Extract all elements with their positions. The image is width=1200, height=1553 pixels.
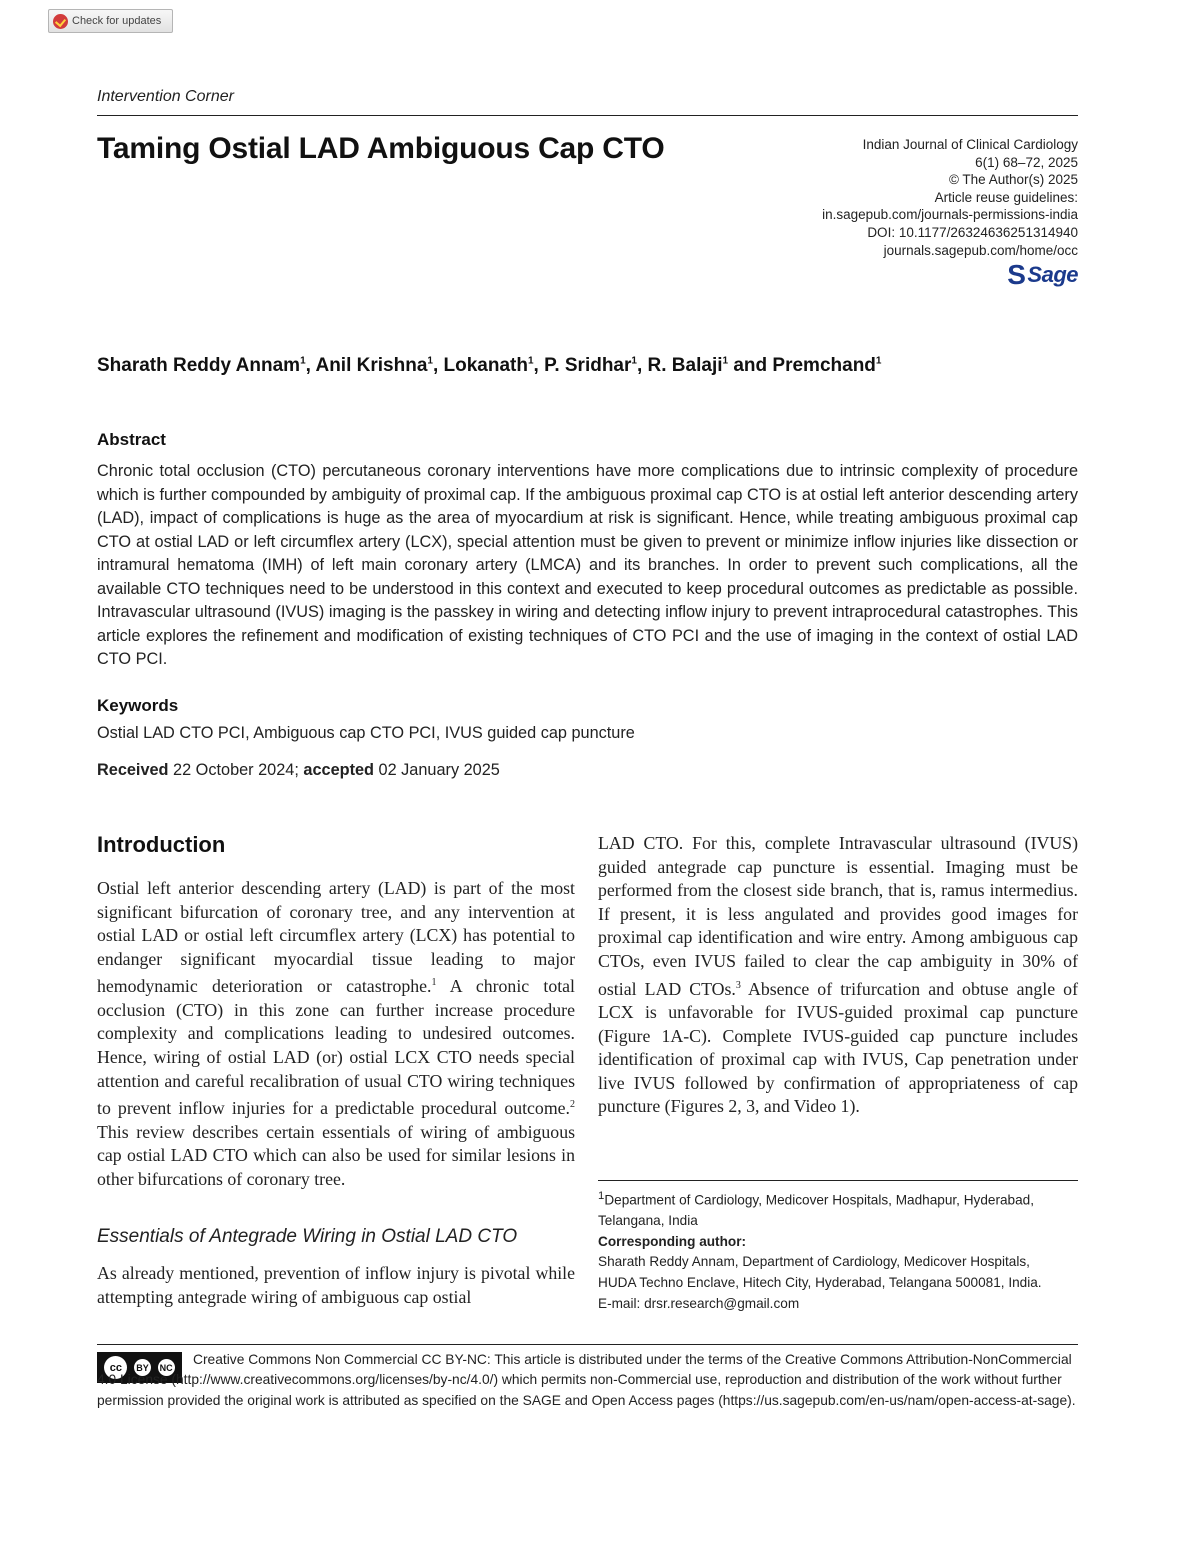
journal-home-link[interactable]: journals.sagepub.com/home/occ [883,242,1078,258]
author-separator: , [305,355,316,376]
continued-paragraph [598,832,1078,1119]
noncommercial-icon: NC [158,1359,175,1376]
paragraph-text: Ostial left anterior descending artery (LAD) is part of the most significant bifurcation of coronary tree, and any intervention at ostial LAD or ostial left circumflex artery (LCX) has potential to endanger significant myocardial tissue leading to major hemodynamic deterioration or catastrophe. [97,878,575,997]
author-name: Lokanath [443,355,528,376]
license-text: Creative Commons Non Commercial CC BY-NC: This article is distributed under the terms of the Creative Commons Attribution-NonCommercial 4.0 License (http://www.creativecommons.org/licenses/by-nc/4.0/) which permits non-Commercial use, reproduction and distribution of the work without further permission provided the original work is attributed as specified on the SAGE and Open Access pages (https://us.sagepub.com/en-us/nam/open-access-at-sage). [97,1352,1076,1408]
affiliation-mark: 1 [722,355,729,367]
attribution-icon: BY [134,1359,151,1376]
wiring-paragraph: As already mentioned, prevention of inflow injury is pivotal while attempting antegrade wiring of ambiguous cap ostial [97,1263,575,1307]
crossmark-icon [53,14,68,29]
accepted-label: accepted [303,761,374,779]
sage-s-icon: S [1007,259,1026,290]
affiliation-mark: 1 [527,355,534,367]
paragraph-text: LAD CTO. For this, complete Intravascular ultrasound (IVUS) guided antegrade cap puncture is essential. Imaging must be performed from the closest side branch, that is, ramus intermedius. If present, it is less angulated and provides good images for proximal cap identification and wire entry. Among ambiguous cap CTOs, even IVUS failed to clear the cap ambiguity in 30% of ostial LAD CTOs. [598,833,1078,999]
citation-ref[interactable]: 3 [735,979,741,991]
author-name: Sharath Reddy Annam [97,355,301,376]
received-label: Received [97,761,169,779]
check-for-updates-label: Check for updates [72,15,162,27]
copyright: © The Author(s) 2025 [948,172,1078,188]
license-divider [97,1344,1078,1345]
affiliation-mark: 1 [300,355,306,367]
corresponding-line: HUDA Techno Enclave, Hitech City, Hyderabad, Telangana 500081, India. [598,1274,1042,1290]
journal-metadata [822,136,1078,259]
author-name: R. Balaji [647,355,723,376]
author-name: Anil Krishna [315,355,428,376]
corresponding-line: Sharath Reddy Annam, Department of Cardiology, Medicover Hospitals, [598,1254,1030,1270]
author-separator: and [728,355,773,376]
abstract-text: Chronic total occlusion (CTO) percutaneous coronary interventions have more complications due to intrinsic complexity of procedure which is further compounded by ambiguity of proximal cap. If the ambiguous proximal cap CTO is at ostial left anterior descending artery (LAD), impact of complications is huge as the area of myocardium at risk is significant. Hence, while treating ambiguous proximal cap CTO at ostial LAD or left circumflex artery (LCX), special attention must be given to prevent or minimize inflow injuries like dissection or intramural hematoma (IMH) of left main coronary artery (LMCA) and its branches. In order to prevent such complications, all the available CTO techniques need to be understood in this context and executed to keep procedural outcomes as predictable as possible. Intravascular ultrasound (IVUS) imaging is the passkey in wiring and detecting inflow injury to prevent intraprocedural catastrophes. This article explores the refinement and modification of existing techniques of CTO PCI and the use of imaging in the context of ostial LAD CTO PCI. [97,462,1078,668]
paragraph-text: Absence of trifurcation and obtuse angle of LCX is unfavorable for IVUS-guided proximal cap puncture (Figure 1A-C). Complete IVUS-guided cap puncture includes identification of proximal cap with IVUS, Cap penetration under live IVUS followed by confirmation of appropriateness of cap puncture (Figures 2, 3, and Video 1). [598,978,1078,1117]
check-for-updates-button[interactable] [48,9,173,33]
paragraph-text: This review describes certain essentials of wiring of ambiguous cap ostial LAD CTO which can also be used for similar lesions in other bifurcations of coronary tree. [97,1121,575,1189]
doi-link[interactable]: DOI: 10.1177/26324636251314940 [867,224,1078,240]
affiliation-mark: 1 [427,355,433,367]
author-name: Premchand [772,355,876,376]
affiliation-mark: 1 [631,355,637,367]
abstract-heading: Abstract [97,430,166,449]
article-title: Taming Ostial LAD Ambiguous Cap CTO [97,132,665,165]
journal-volume: 6(1) 68–72, 2025 [975,154,1078,170]
affiliation-mark: 1 [875,355,882,367]
footnote [598,1186,1078,1314]
affiliation-text: Department of Cardiology, Medicover Hospitals, Madhapur, Hyderabad, Telangana, India [598,1192,1034,1229]
section-subheading: Essentials of Antegrade Wiring in Ostial LAD CTO [97,1226,518,1247]
author-list [97,355,881,377]
keywords-text: Ostial LAD CTO PCI, Ambiguous cap CTO PCI, IVUS guided cap puncture [97,724,635,742]
cc-icon: cc [104,1356,127,1379]
introduction-paragraph [97,877,575,1192]
corresponding-label: Corresponding author: [598,1233,747,1249]
article-category: Intervention Corner [97,88,234,105]
author-name: P. Sridhar [544,355,632,376]
footnote-divider [598,1180,1078,1181]
article-dates [97,761,500,780]
paragraph-text: A chronic total occlusion (CTO) in this zone can further increase procedure complexity and complications leading to undesired outcomes. Hence, wiring of ostial LAD (or) ostial LCX CTO needs special attention and careful recalibration of usual CTO wiring techniques to prevent inflow injuries for a predictable procedural outcome. [97,976,575,1119]
affiliation-mark: 1 [598,1190,605,1202]
affiliation-note [598,1186,1078,1232]
citation-ref[interactable]: 1 [431,977,437,989]
journal-name: Indian Journal of Clinical Cardiology [862,137,1078,152]
accepted-date: 02 January 2025 [378,761,500,779]
author-separator: , [432,355,444,376]
keywords-heading: Keywords [97,696,179,715]
reuse-link[interactable]: in.sagepub.com/journals-permissions-india [822,207,1078,223]
author-separator: , [533,355,545,376]
reuse-label: Article reuse guidelines: [934,189,1078,205]
author-separator: , [636,355,648,376]
email-link[interactable]: E-mail: drsr.research@gmail.com [598,1295,800,1311]
received-date: 22 October 2024; [173,761,299,779]
sage-logo-text: Sage [1027,262,1078,287]
sage-logo [1007,261,1078,289]
citation-ref[interactable]: 2 [570,1099,575,1111]
introduction-heading: Introduction [97,832,226,857]
header-divider [97,115,1078,116]
